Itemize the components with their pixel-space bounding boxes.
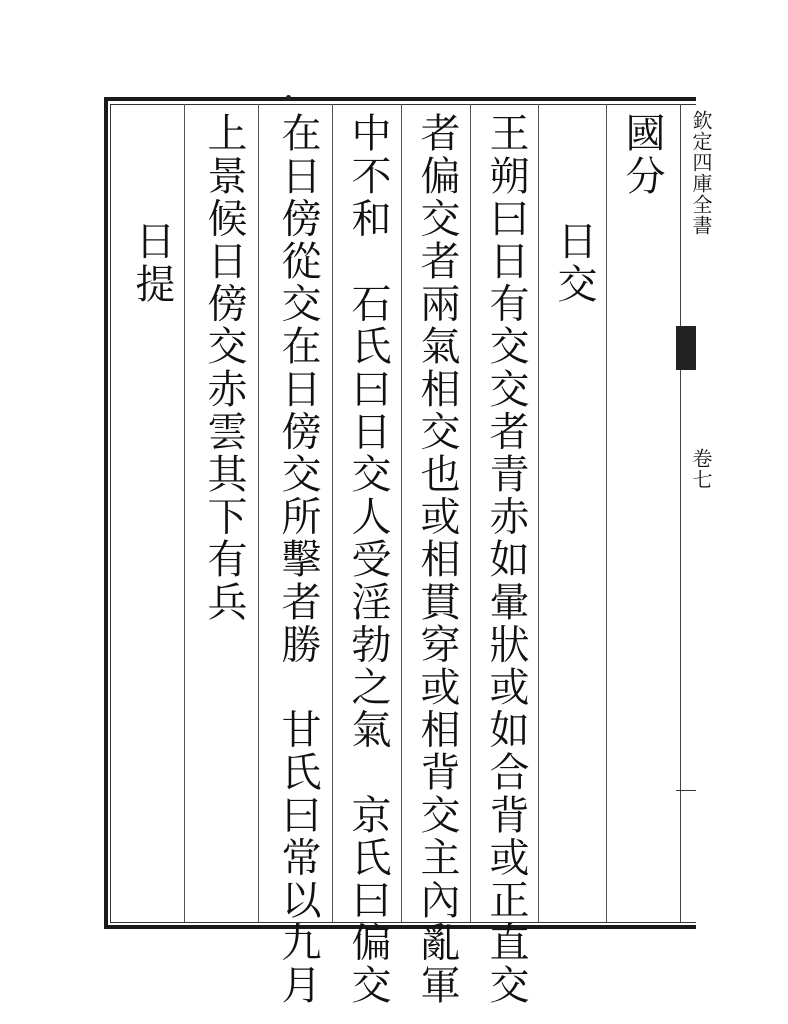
text-column-1: 國分 [619,112,665,198]
frame-inner-bottom [110,922,696,923]
text-column-2: 日交 [551,220,597,306]
text-column-3: 王朔曰日有交交者青赤如暈狀或如合背或正直交 [483,112,529,1007]
column-rule [538,104,539,922]
text-column-7: 上景候日傍交赤雲其下有兵 [201,112,247,624]
text-column-6: 在日傍從交在日傍交所擊者勝 甘氏曰常以九月 [275,112,321,1007]
column-rule [258,104,259,922]
column-rule [470,104,471,922]
fishtail-mark [676,326,696,370]
column-rule [606,104,607,922]
juan-number: 卷七 [689,448,713,490]
frame-inner-top [110,104,696,105]
column-rule [184,104,185,922]
text-column-4: 者偏交者兩氣相交也或相貫穿或相背交主內亂軍 [414,112,460,1007]
text-column-5: 中不和 石氏曰日交人受淫勃之氣 京氏曰偏交 [345,112,391,1007]
column-rule [332,104,333,922]
frame-inner-left [110,104,111,922]
column-rule [401,104,402,922]
text-column-8: 日提 [129,220,175,306]
ornament-dot [286,95,291,100]
margin-tick [676,790,696,791]
margin-title: 欽定四庫全書 [689,110,713,236]
page-frame [104,97,696,929]
